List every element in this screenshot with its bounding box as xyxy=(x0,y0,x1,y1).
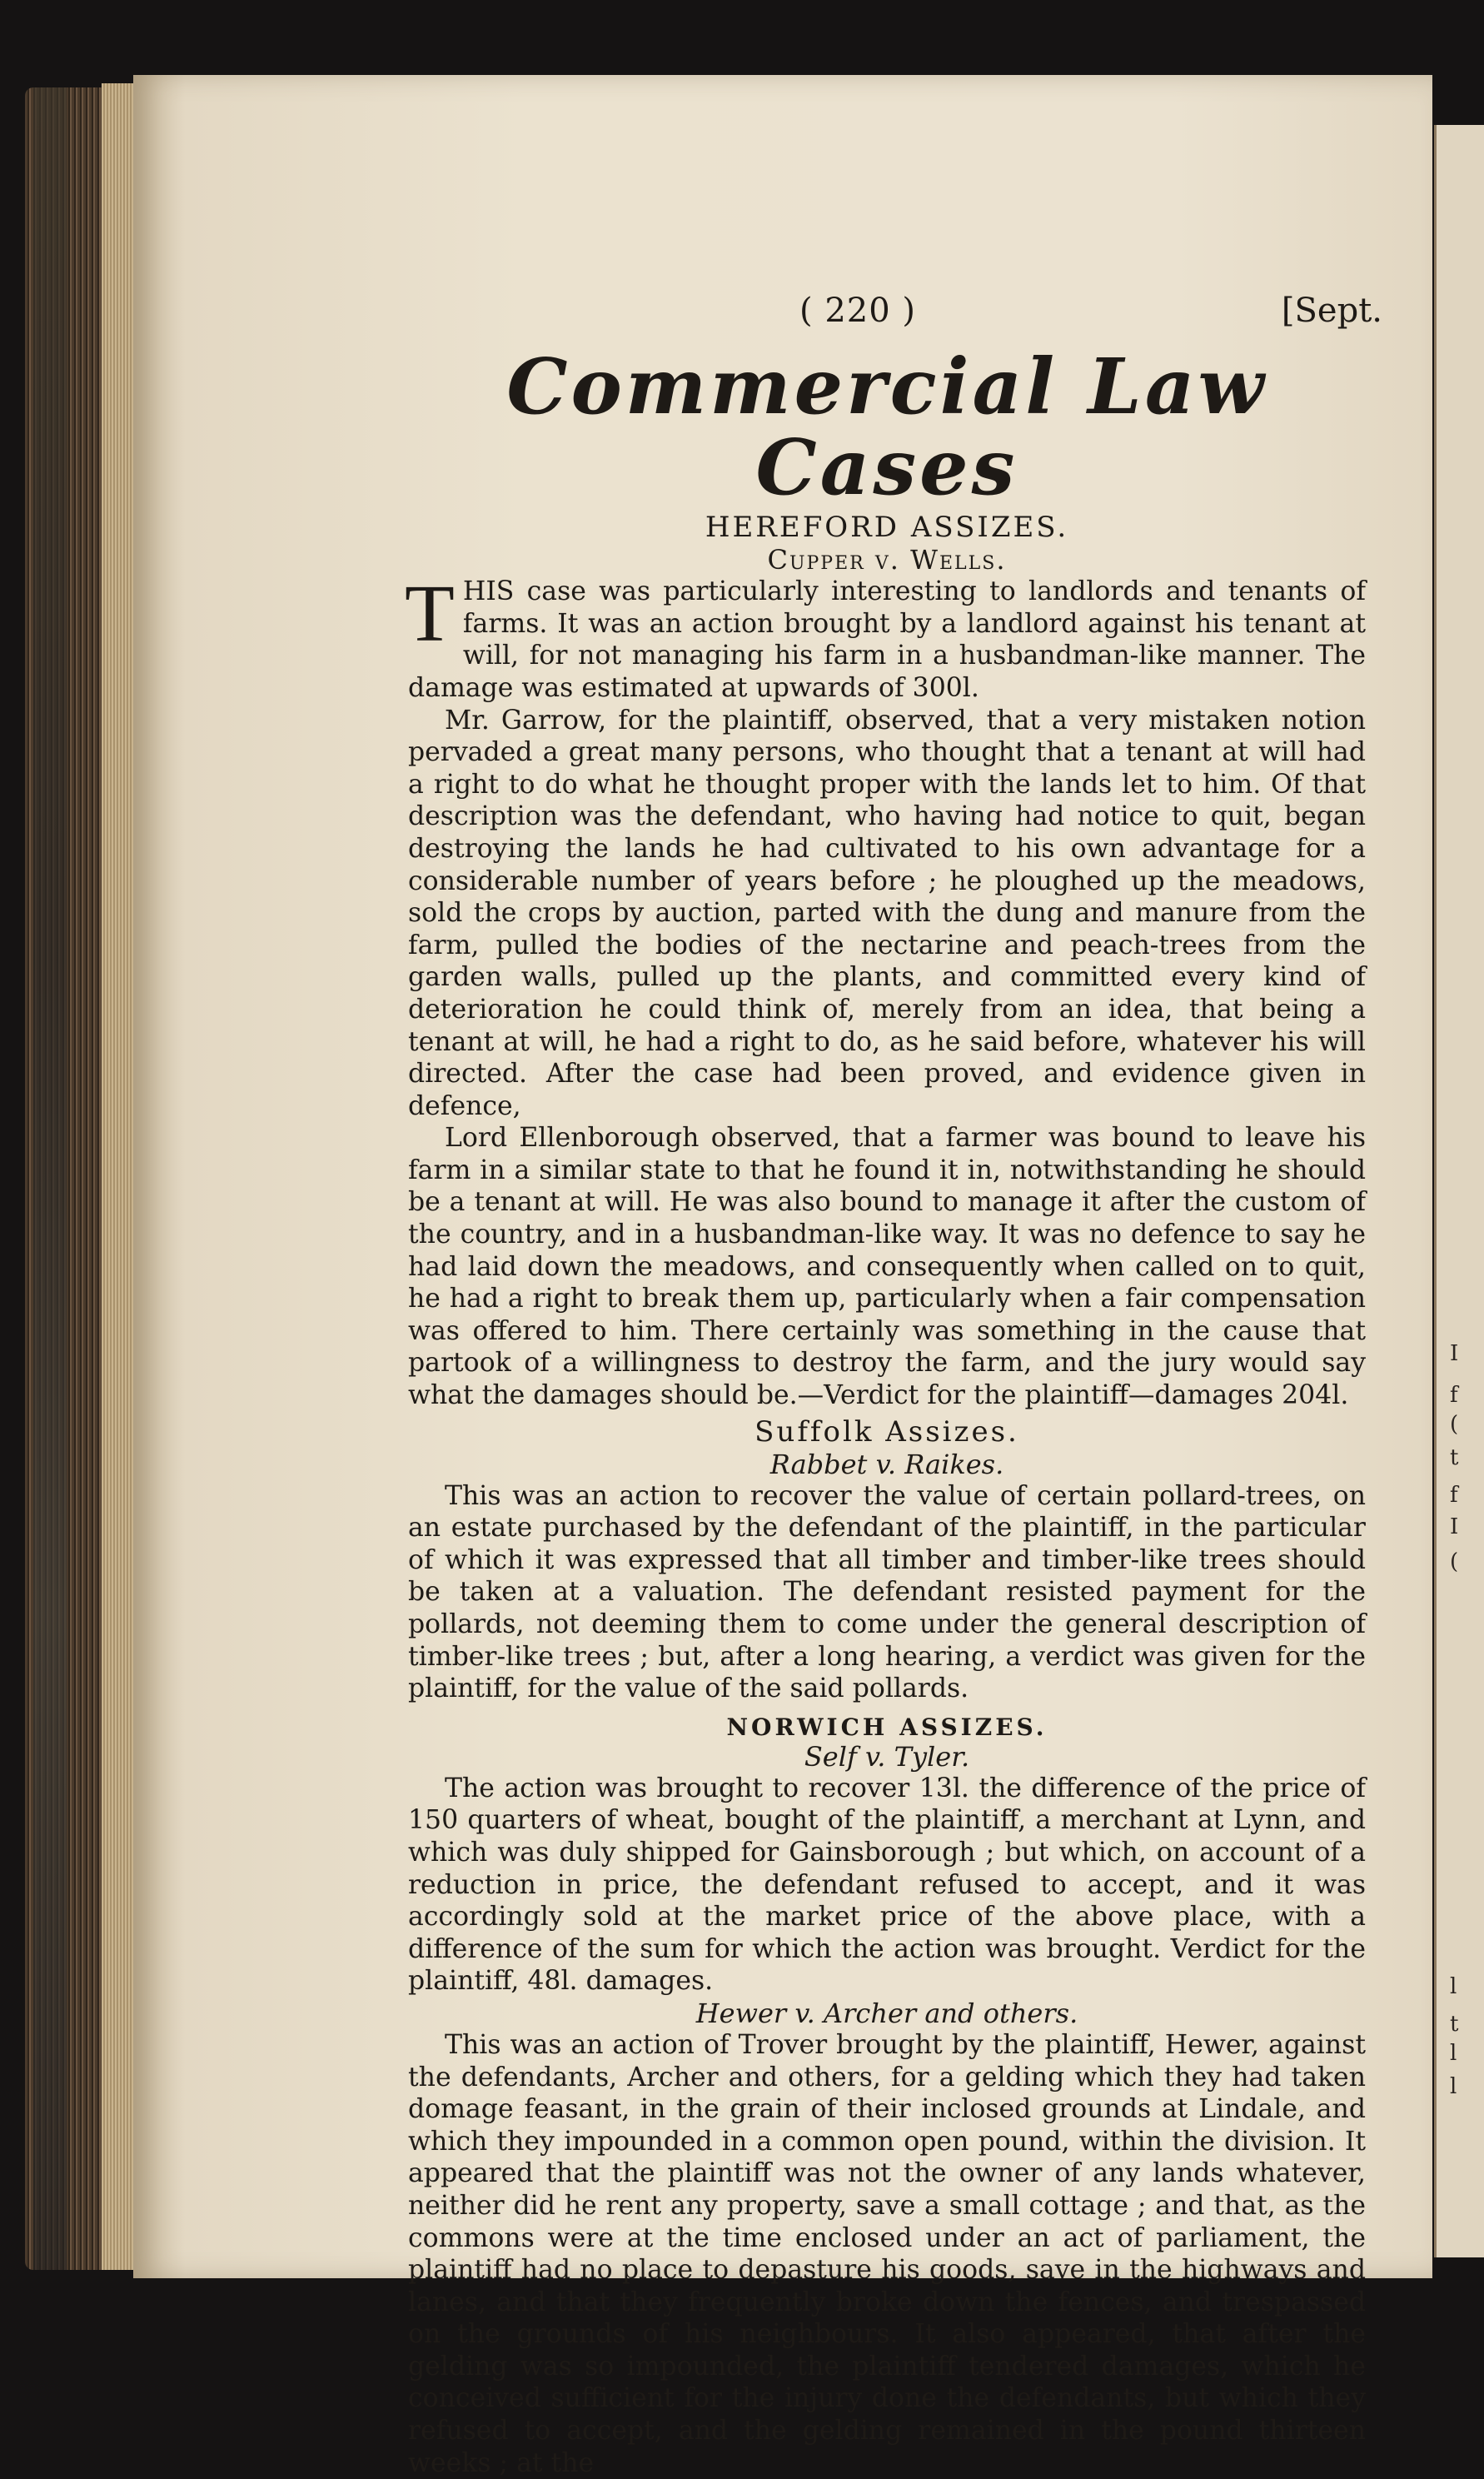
drop-cap: T xyxy=(405,569,455,660)
case-title: Self v. Tyler. xyxy=(804,1740,970,1773)
adjacent-page-fragment: t xyxy=(1450,2012,1459,2037)
adjacent-page-fragment: l xyxy=(1450,2074,1457,2099)
adjacent-page-fragment: ( xyxy=(1450,1549,1459,1574)
case-paragraph: Lord Ellenborough observed, that a farmer was bound to leave his farm in a similar state to that he found it in, notwithstanding he should be a tenant at will. He was also bound to manage it after the custom of the country, and in a husbandman-like way. It was no defence to say he had laid down the meadows, and consequently when called on to quit, he had a right to break them up, particularly when a fair compensation was offered to him. There certainly was something in the cause that partook of a willingness to destroy the farm, and the jury would say what the damages should be.—Verdict for the plaintiff—damages 204l. xyxy=(408,1123,1366,1411)
adjacent-page-fragment: I xyxy=(1450,1341,1459,1366)
court-heading: HEREFORD ASSIZES. xyxy=(705,511,1069,545)
case-paragraph: Mr. Garrow, for the plaintiff, observed, that a very mistaken notion pervaded a great many persons, who thought that a tenant at will had a right to do what he thought proper with the lands let to him. Of that description was the defendant, who having had notice to quit, began destroying the lands he had cultivated to his own advantage for a considerable number of years before ; he ploughed up the meadows, sold the crops by auction, parted with the dung and manure from the farm, pulled the bodies of the nectarine and peach-trees from the garden walls, pulled up the plants, and committed every kind of deterioration he could think of, merely from an idea, that being a tenant at will, he had a right to do, as he said before, whatever his will directed. After the case had been proved, and evidence given in defence, xyxy=(408,705,1366,1121)
court-heading: NORWICH ASSIZES. xyxy=(726,1713,1048,1741)
adjacent-page-fragment: l xyxy=(1450,2041,1457,2066)
case-paragraph: This was an action to recover the value of certain pollard-trees, on an estate purchased by the defendant of the plaintiff, in the particular of which it was expressed that all timber and timber-like trees should be taken at a valuation. The defendant resisted payment for the pollards, not deeming them to come under the general description of timber-like trees ; but, after a long hearing, a verdict was given for the plaintiff, for the value of the said pollards. xyxy=(408,1480,1366,1704)
page-block-edge xyxy=(102,83,135,2270)
adjacent-page-fragment: f xyxy=(1450,1383,1458,1408)
running-head xyxy=(408,292,1382,342)
adjacent-page-fragment: t xyxy=(1450,1445,1459,1470)
page-title: Commercial Law Cases xyxy=(506,342,1267,512)
page-text xyxy=(405,292,1382,2479)
case-paragraph: The action was brought to recover 13l. the difference of the price of 150 quarters of wheat, bought of the plaintiff, a merchant at Lynn, and which was duly shipped for Gainsborough ; but which, on account of a reduction in price, the defendant refused to accept, and it was accordingly sold at the market price of the above place, with a difference of the sum for which the action was brought. Verdict for the plaintiff, 48l. damages. xyxy=(408,1773,1366,1997)
paragraph-text: HIS case was particularly interesting to landlords and tenants of farms. It was an action brought by a landlord against his tenant at will, for not managing his farm in a husbandman-like manner. The damage was estimated at upwards of 300l. xyxy=(408,576,1366,703)
adjacent-page-fragment: f xyxy=(1450,1483,1458,1508)
adjacent-page-fragment: I xyxy=(1450,1514,1459,1539)
page-number: ( 220 ) xyxy=(799,292,916,330)
court-heading: Suffolk Assizes. xyxy=(754,1414,1019,1449)
case-paragraph xyxy=(405,569,1366,704)
case-title: Hewer v. Archer and others. xyxy=(695,1997,1078,2029)
case-paragraph: This was an action of Trover brought by the plaintiff, Hewer, against the defendants, Archer and others, for a gelding which they had taken domage feasant, in the grain of their inclosed grounds at Lindale, and which they impounded in a common open pound, within the division. It appeared that the plaintiff was not the owner of any lands whatever, neither did he rent any property, save a small cottage ; and that, as the commons were at the time enclosed under an act of parliament, the plaintiff had no place to depasture his goods, save in the highways and lanes, and that they frequently broke down the fences, and trespassed on the grounds of his neighbours. It also appeared, that after the gelding was so impounded, the plaintiff tendered damages, which he conceived sufficient for the injury done the defendants, but which they refused to accept, and the gelding remained in the pound thirteen weeks ; at the xyxy=(408,2029,1366,2478)
running-month: [Sept. xyxy=(1281,292,1382,330)
case-title: Rabbet v. Raikes. xyxy=(769,1448,1004,1480)
adjacent-page-fragment: ( xyxy=(1450,1412,1459,1437)
case-title: Cupper v. Wells. xyxy=(767,544,1007,576)
adjacent-page-fragment: l xyxy=(1450,1974,1457,1999)
adjacent-page-edge xyxy=(1434,125,1484,2257)
